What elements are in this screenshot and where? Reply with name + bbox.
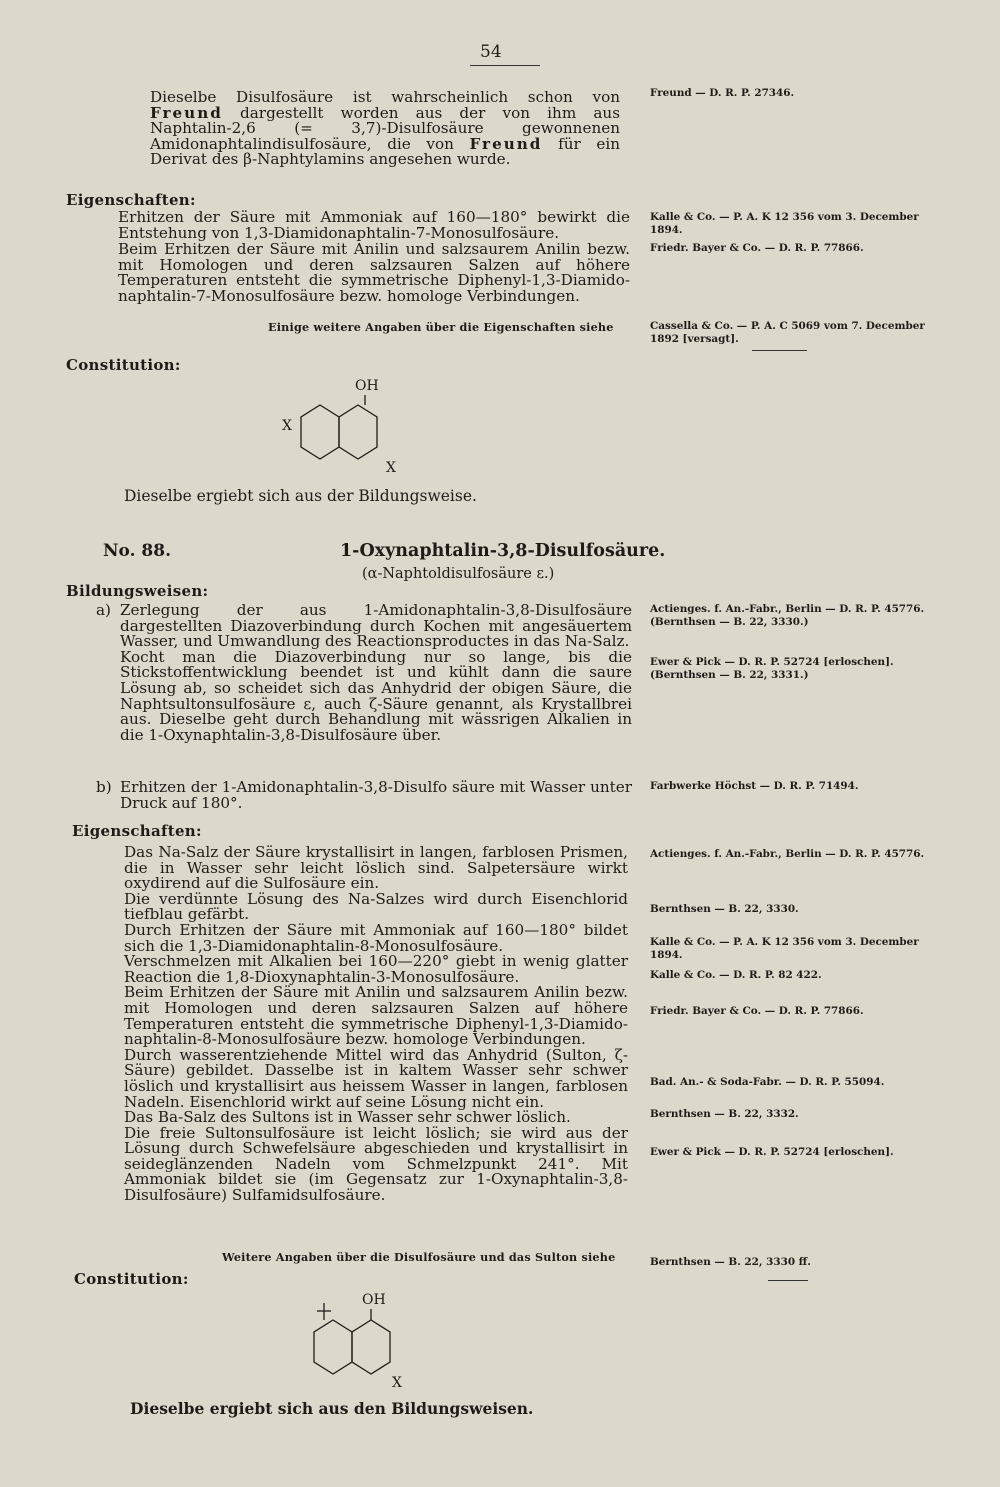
property-2: Die verdünnte Lösung des Na-Salzes wird durch Eisenchlorid tiefblau gefärbt.: [124, 889, 628, 924]
property-5: Beim Erhitzen der Säure mit Anilin und salzsaurem Anilin bezw. mit Homologen und deren salzsauren Salzen auf höhere Temperaturen entsteht die symmetrische Diphenyl-1,3-Diamido-naphtalin-8-Monosulfosäure bezw. homologe Verbindungen.: [124, 983, 628, 1049]
method-b-label: b): [96, 778, 112, 796]
constitution-text: Dieselbe ergiebt sich aus der Bildungsweise.: [124, 487, 477, 505]
entry-side-ref-1: Actienges. f. An.-Fabr., Berlin — D. R. P. 45776. (Bernthsen — B. 22, 3330.): [650, 603, 925, 628]
oh-label: OH: [355, 378, 379, 394]
method-b: [96, 778, 632, 812]
entry-side-ref-12: Bernthsen — B. 22, 3330 ff.: [650, 1256, 811, 1268]
property-8: Die freie Sultonsulfosäure ist leicht löslich; sie wird aus der Lösung durch Schwefelsäure abgeschieden und krystallisirt in seideglänzenden Nadeln vom Schmelzpunkt 241°. Mit Ammoniak bildet sie (im Gegensatz zur 1-Oxynaphtalin-3,8-Disulfosäure) Sulfamidsulfosäure.: [124, 1123, 628, 1205]
entry-side-ref-10: Bernthsen — B. 22, 3332.: [650, 1108, 799, 1120]
property-3: Durch Erhitzen der Säure mit Ammoniak auf 160—180° bildet sich die 1,3-Diamidonaphtalin-8-Monosulfosäure.: [124, 920, 628, 955]
naphthalene-structure-1: [278, 375, 408, 485]
entry-side-ref-9: Bad. An.- & Soda-Fabr. — D. R. P. 55094.: [650, 1076, 885, 1088]
entry-side-ref-7: Kalle & Co. — D. R. P. 82 422.: [650, 969, 822, 981]
property-6: Durch wasserentziehende Mittel wird das Anhydrid (Sulton, ζ-Säure) gebildet. Dasselbe ist in kaltem Wasser sehr schwer löslich und krystallisirt aus heissem Wasser in langen, farblosen Nadeln. Eisenchlorid wirkt auf seine Lösung nicht ein.: [124, 1045, 628, 1111]
method-b-text: Erhitzen der 1-Amidonaphtalin-3,8-Disulfo säure mit Wasser unter Druck auf 180°.: [120, 778, 632, 812]
entry-side-ref-3: Farbwerke Höchst — D. R. P. 71494.: [650, 780, 859, 792]
eigenschaften-note: Einige weitere Angaben über die Eigenschaften siehe: [268, 320, 614, 334]
author-freund-2: Freund: [469, 134, 543, 153]
side-ref-rule: [752, 350, 807, 351]
eigenschaften-paragraph-1: Erhitzen der Säure mit Ammoniak auf 160—180° bewirkt die Entstehung von 1,3-Diamidonaphtalin-7-Monosulfosäure.: [118, 208, 630, 242]
substituent-x-right: X: [386, 460, 396, 476]
method-a-text-1: Zerlegung der aus 1-Amidonaphtalin-3,8-Disulfosäure dargestellten Diazoverbindung durch Kochen mit angesäuertem Wasser, und Umwandlung des Reactionsproductes in das Na-Salz.: [120, 601, 632, 651]
entry-constitution-text: Dieselbe ergiebt sich aus den Bildungsweisen.: [130, 1399, 534, 1418]
property-7: Das Ba-Salz des Sultons ist in Wasser sehr schwer löslich.: [124, 1108, 571, 1127]
side-ref-3: Friedr. Bayer & Co. — D. R. P. 77866.: [650, 242, 864, 254]
intro-paragraph: Dieselbe Disulfosäure ist wahrscheinlich schon von Freund dargestellt worden aus der von ihm aus Naphtalin-2,6 (= 3,7)-Disulfosäure gewonnenen Amidonaphtalindisulfosäure, die von Freund für ein Derivat des β-Naphtylamins angesehen wurde.: [150, 88, 620, 169]
entry-side-ref-5: Bernthsen — B. 22, 3330.: [650, 903, 799, 915]
method-a-label: a): [96, 601, 111, 619]
side-ref-2: Kalle & Co. — P. A. K 12 356 vom 3. December 1894.: [650, 211, 919, 236]
entry-title: 1-Oxynaphtalin-3,8-Disulfosäure.: [340, 541, 666, 561]
entry-number: No. 88.: [103, 541, 171, 561]
entry-side-ref-8: Friedr. Bayer & Co. — D. R. P. 77866.: [650, 1005, 864, 1017]
entry-side-ref-2: Ewer & Pick — D. R. P. 52724 [erloschen]. (Bernthsen — B. 22, 3331.): [650, 656, 894, 681]
entry-subtitle: (α-Naphtoldisulfosäure ε.): [362, 566, 555, 582]
page-number: 54: [480, 42, 502, 62]
substituent-x: X: [392, 1375, 402, 1391]
naphthalene-structure-2: [300, 1287, 420, 1399]
constitution-heading: Constitution:: [66, 356, 181, 374]
entry-note: Weitere Angaben über die Disulfosäure und das Sulton siehe: [222, 1250, 616, 1264]
entry-eigenschaften-heading: Eigenschaften:: [72, 822, 202, 840]
oh-label-2: OH: [362, 1292, 386, 1308]
entry-constitution-heading: Constitution:: [74, 1270, 189, 1288]
entry-side-ref-11: Ewer & Pick — D. R. P. 52724 [erloschen].: [650, 1146, 894, 1158]
bildungsweisen-heading: Bildungsweisen:: [66, 582, 209, 600]
property-4: Verschmelzen mit Alkalien bei 160—220° giebt in wenig glatter Reaction die 1,8-Dioxynaphtalin-3-Monosulfosäure.: [124, 952, 628, 986]
eigenschaften-paragraph-2: Beim Erhitzen der Säure mit Anilin und salzsaurem Anilin bezw. mit Homologen und deren salzsauren Salzen auf höhere Temperaturen entsteht die symmetrische Diphenyl-1,3-Diamido-naphtalin-7-Monosulfosäure bezw. homologe Verbindungen.: [118, 240, 630, 305]
property-1: Das Na-Salz der Säure krystallisirt in langen, farblosen Prismen, die in Wasser sehr leicht löslich sind. Salpetersäure wirkt oxydirend auf die Sulfosäure ein.: [124, 843, 628, 893]
eigenschaften-heading: Eigenschaften:: [66, 191, 196, 209]
entry-side-ref-4: Actienges. f. An.-Fabr., Berlin — D. R. P. 45776.: [650, 848, 925, 860]
entry-side-ref-6: Kalle & Co. — P. A. K 12 356 vom 3. December 1894.: [650, 936, 919, 961]
author-freund: Freund: [150, 103, 223, 122]
entry-side-rule: [768, 1280, 808, 1281]
side-ref-4: Cassella & Co. — P. A. C 5069 vom 7. December 1892 [versagt].: [650, 320, 925, 345]
page-number-rule: [470, 65, 540, 66]
side-ref-1: Freund — D. R. P. 27346.: [650, 87, 795, 99]
method-a-text-2: Kocht man die Diazoverbindung nur so lange, bis die Stickstoffentwicklung beendet ist und kühlt dann die saure Lösung ab, so scheidet sich das Anhydrid der obigen Säure, die Naphtsultonsulfosäure ε, auch ζ-Säure genannt, als Krystallbrei aus. Dieselbe geht durch Behandlung mit wässrigen Alkalien in die 1-Oxynaphtalin-3,8-Disulfosäure über.: [120, 647, 632, 744]
method-a: [96, 601, 632, 744]
entry-eigenschaften: [124, 845, 628, 1204]
substituent-x-left: X: [282, 418, 292, 434]
